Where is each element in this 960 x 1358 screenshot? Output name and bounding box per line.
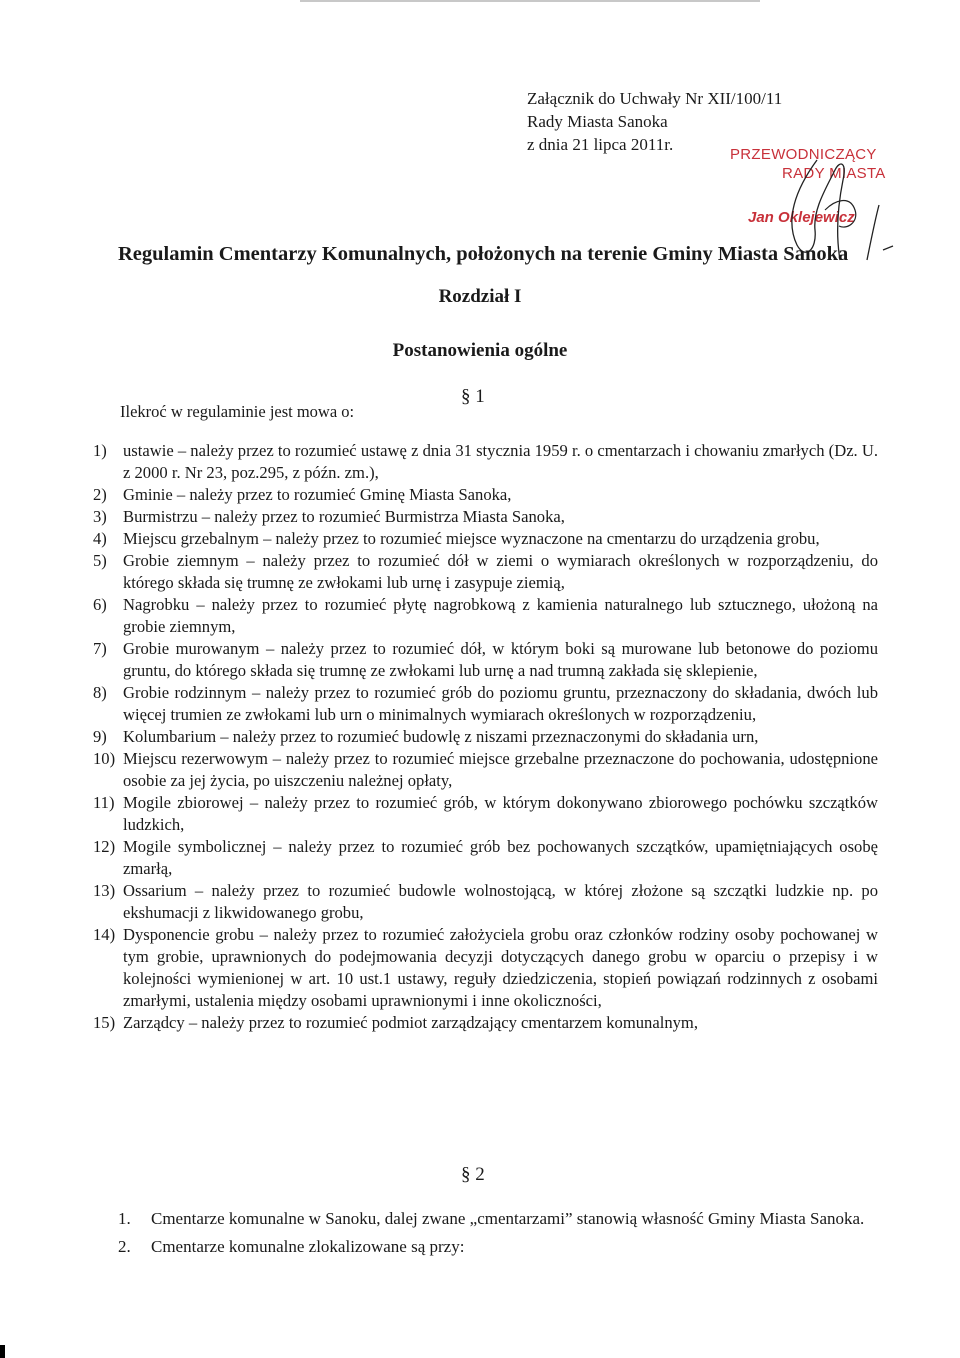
list-item: 13) Ossarium – należy przez to rozumieć budowle wolnostojącą, w której złożone są szczątki ludzkie np. po ekshumacji z likwidowanego grobu, bbox=[93, 881, 878, 922]
stamp-line-2: RADY MIASTA bbox=[782, 165, 886, 182]
attachment-line-1: Załącznik do Uchwały Nr XII/100/11 bbox=[527, 89, 783, 108]
attachment-line-3: z dnia 21 lipca 2011r. bbox=[527, 135, 674, 154]
list-item: 4) Miejscu grzebalnym – należy przez to rozumieć miejsce wyznaczone na cmentarzu do urządzenia grobu, bbox=[93, 529, 820, 548]
list-item: 11) Mogile zbiorowej – należy przez to rozumieć grób, w którym dokonywano zbiorowego pochówku szczątków ludzkich, bbox=[93, 793, 878, 834]
list-item: 1) ustawie – należy przez to rozumieć ustawę z dnia 31 stycznia 1959 r. o cmentarzach i chowaniu zmarłych (Dz. U. z 2000 r. Nr 23, poz.295, z późn. zm.), bbox=[93, 441, 878, 482]
stamp-name: Jan Oklejewicz bbox=[748, 209, 855, 226]
section-2-list bbox=[118, 1208, 866, 1264]
chapter-heading: Rozdział I bbox=[438, 286, 522, 307]
list-item: 12) Mogile symbolicznej – należy przez to rozumieć grób bez pochowanych szczątków, upamiętniających osobę zmarłą, bbox=[93, 837, 878, 878]
scan-top-edge-line bbox=[300, 0, 760, 2]
list-item: 8) Grobie rodzinnym – należy przez to rozumieć grób do poziomu gruntu, przeznaczony do składania, dwóch lub więcej trumien ze zwłokami lub urn o minimalnych wymiarach określonych w rozporządzeniu, bbox=[93, 683, 878, 724]
list-item: 6) Nagrobku – należy przez to rozumieć płytę nagrobkową z kamienia naturalnego lub sztucznego, ułożoną na grobie ziemnym, bbox=[93, 595, 878, 636]
list-item: 2. Cmentarze komunalne zlokalizowane są przy: bbox=[118, 1237, 465, 1256]
list-item: 15) Zarządcy – należy przez to rozumieć podmiot zarządzający cmentarzem komunalnym, bbox=[93, 1013, 698, 1032]
document-title: Regulamin Cmentarzy Komunalnych, położonych na terenie Gminy Miasta Sanoka bbox=[118, 243, 849, 265]
section-1-intro: Ilekroć w regulaminie jest mowa o: bbox=[120, 402, 355, 421]
list-item: 2) Gminie – należy przez to rozumieć Gminę Miasta Sanoka, bbox=[93, 485, 512, 504]
definitions-list bbox=[93, 440, 878, 1034]
attachment-line-2: Rady Miasta Sanoka bbox=[527, 112, 668, 131]
list-item: 3) Burmistrzu – należy przez to rozumieć Burmistrza Miasta Sanoka, bbox=[93, 507, 565, 526]
list-item: 10) Miejscu rezerwowym – należy przez to rozumieć miejsce grzebalne przeznaczone do pochowania, udostępnione osobie za jej życia, po uiszczeniu należnej opłaty, bbox=[93, 749, 878, 790]
list-item: 14) Dysponencie grobu – należy przez to rozumieć założyciela grobu oraz członków rodziny osoby pochowanej w tym grobie, uprawnionych do podejmowania decyzji dotyczących danego grobu w oparciu o przepisy i w kolejności wymienionej w art. 10 ust.1 ustawy, reguły dziedziczenia, stopień powiązań rodzinnych z osobami zmarłymi, ustalenia między osobami uprawnionymi i inne okoliczności, bbox=[93, 925, 878, 1010]
list-item: 9) Kolumbarium – należy przez to rozumieć budowlę z niszami przeznaczonymi do składania urn, bbox=[93, 727, 759, 746]
section-2-mark: § 2 bbox=[461, 1164, 485, 1185]
list-item: 1. Cmentarze komunalne w Sanoku, dalej zwane „cmentarzami” stanowią własność Gminy Miasta Sanoka. bbox=[118, 1209, 865, 1228]
stamp-line-1: PRZEWODNICZĄCY bbox=[730, 146, 877, 163]
list-item: 7) Grobie murowanym – należy przez to rozumieć dół, w którym boki są murowane lub betonowe do poziomu gruntu, do którego składa się trumnę ze zwłokami lub urnę a nad trumną zakłada się sklepienie, bbox=[93, 639, 878, 680]
scan-edge-mark bbox=[0, 1345, 5, 1358]
section-1-mark: § 1 bbox=[461, 386, 485, 407]
chapter-title: Postanowienia ogólne bbox=[392, 340, 568, 361]
list-item: 5) Grobie ziemnym – należy przez to rozumieć dół w ziemi o wymiarach określonych w rozporządzeniu, do którego składa się trumnę ze zwłokami lub urnę i zasypuje ziemią, bbox=[93, 551, 878, 592]
